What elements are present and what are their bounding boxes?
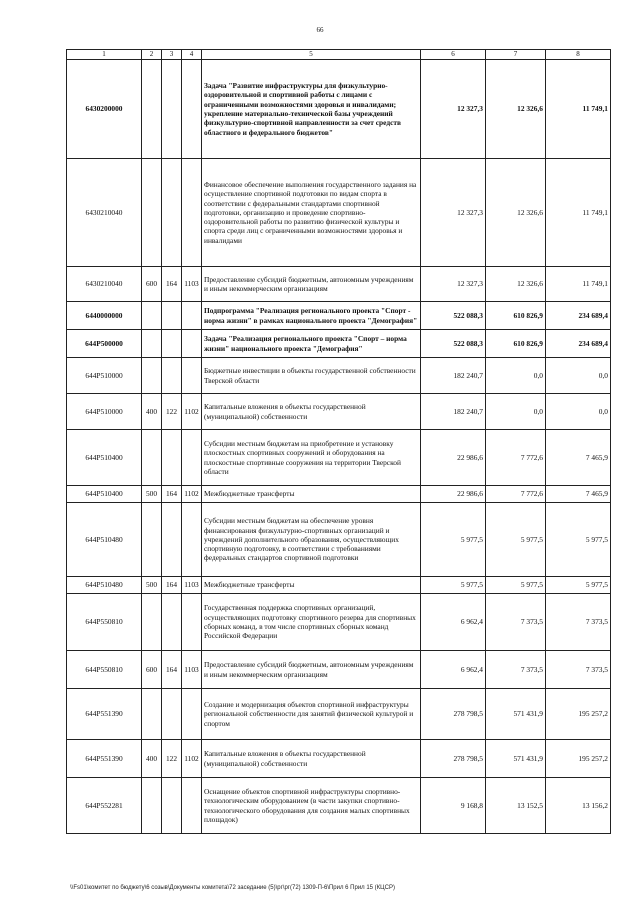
row-col3: 164 — [162, 577, 182, 594]
row-code: 644P510480 — [67, 577, 142, 594]
header-cell: 2 — [142, 50, 162, 60]
header-cell: 7 — [486, 50, 546, 60]
row-value-col8: 13 156,2 — [546, 778, 611, 834]
row-col2: 400 — [142, 740, 162, 778]
header-cell: 8 — [546, 50, 611, 60]
row-col3: 164 — [162, 651, 182, 689]
table-row — [67, 740, 611, 778]
row-col4 — [182, 330, 202, 358]
row-value-col6: 278 798,5 — [421, 740, 486, 778]
row-col2 — [142, 689, 162, 740]
row-value-col8: 195 257,2 — [546, 740, 611, 778]
row-col2 — [142, 302, 162, 330]
row-description: Финансовое обеспечение выполнения государственного задания на осуществление спортивной подготовки по видам спорта в соответствии с федеральными стандартами спортивной подготовки, организацию и проведение спортивно-оздоровительной работы по развитию физической культуры и спорта среди лиц с ограниченными возможностями здоровья и инвалидами — [202, 159, 421, 267]
row-value-col7: 12 326,6 — [486, 267, 546, 302]
row-code: 644P550810 — [67, 651, 142, 689]
table-row — [67, 430, 611, 486]
row-description: Государственная поддержка спортивных организаций, осуществляющих подготовку спортивного резерва для спортивных сборных команд, в том числе спортивных сборных команд Российской Федерации — [202, 594, 421, 651]
table-row — [67, 267, 611, 302]
row-value-col6: 12 327,3 — [421, 60, 486, 159]
row-col2 — [142, 594, 162, 651]
row-code: 6430200000 — [67, 60, 142, 159]
row-col3 — [162, 430, 182, 486]
row-description: Задача "Развитие инфраструктуры для физкультурно-оздоровительной и спортивной работы с лицами с ограниченными возможностями здоровья и инвалидами; укрепление материально-технической базы учреждений физкультурно-спортивной направленности за счет средств областного и федерального бюджетов" — [202, 60, 421, 159]
row-value-col7: 7 373,5 — [486, 651, 546, 689]
row-code: 6440000000 — [67, 302, 142, 330]
row-col2: 500 — [142, 486, 162, 503]
row-col4: 1103 — [182, 651, 202, 689]
page-number: 66 — [316, 26, 324, 34]
header-cell: 4 — [182, 50, 202, 60]
row-value-col6: 522 088,3 — [421, 302, 486, 330]
budget-table — [66, 49, 611, 834]
row-col3 — [162, 358, 182, 394]
row-value-col6: 182 240,7 — [421, 394, 486, 430]
row-col4 — [182, 60, 202, 159]
row-value-col7: 571 431,9 — [486, 689, 546, 740]
row-value-col8: 0,0 — [546, 358, 611, 394]
row-value-col6: 6 962,4 — [421, 651, 486, 689]
row-value-col6: 22 986,6 — [421, 430, 486, 486]
row-value-col8: 195 257,2 — [546, 689, 611, 740]
row-value-col7: 7 772,6 — [486, 430, 546, 486]
row-col3 — [162, 330, 182, 358]
row-col2: 500 — [142, 577, 162, 594]
header-row — [67, 50, 611, 60]
row-value-col7: 610 826,9 — [486, 330, 546, 358]
table-row — [67, 60, 611, 159]
row-code: 644P550810 — [67, 594, 142, 651]
row-code: 6430210040 — [67, 267, 142, 302]
row-description: Оснащение объектов спортивной инфраструктуры спортивно-технологическим оборудованием (в части закупки спортивно-технологического оборудования для создания малых спортивных площадок) — [202, 778, 421, 834]
row-value-col7: 0,0 — [486, 394, 546, 430]
row-value-col6: 12 327,3 — [421, 267, 486, 302]
row-col4 — [182, 302, 202, 330]
row-description: Создание и модернизация объектов спортивной инфраструктуры региональной собственности для занятий физической культурой и спортом — [202, 689, 421, 740]
row-value-col8: 7 465,9 — [546, 430, 611, 486]
row-col4 — [182, 778, 202, 834]
row-value-col8: 11 749,1 — [546, 267, 611, 302]
row-description: Задача "Реализация регионального проекта "Спорт – норма жизни" национального проекта "Демография" — [202, 330, 421, 358]
row-value-col6: 182 240,7 — [421, 358, 486, 394]
row-value-col8: 7 373,5 — [546, 651, 611, 689]
row-col2: 600 — [142, 651, 162, 689]
row-col4 — [182, 594, 202, 651]
row-description: Субсидии местным бюджетам на приобретение и установку плоскостных спортивных сооружений и оборудования на плоскостные спортивные сооружения на территории Тверской области — [202, 430, 421, 486]
row-value-col7: 12 326,6 — [486, 159, 546, 267]
row-value-col8: 7 373,5 — [546, 594, 611, 651]
row-col4: 1103 — [182, 267, 202, 302]
row-description: Подпрограмма "Реализация регионального проекта "Спорт - норма жизни" в рамках национального проекта "Демография" — [202, 302, 421, 330]
row-value-col7: 571 431,9 — [486, 740, 546, 778]
row-description: Предоставление субсидий бюджетным, автономным учреждениям и иным некоммерческим организациям — [202, 267, 421, 302]
row-description: Субсидии местным бюджетам на обеспечение уровня финансирования физкультурно-спортивных организаций и учреждений дополнительного образования, осуществляющих спортивную подготовку, в соответствии с требованиями федеральных стандартов спортивной подготовки — [202, 503, 421, 577]
row-value-col8: 11 749,1 — [546, 159, 611, 267]
row-code: 644P510000 — [67, 394, 142, 430]
row-col3 — [162, 594, 182, 651]
table-row — [67, 330, 611, 358]
header-cell: 1 — [67, 50, 142, 60]
row-value-col8: 7 465,9 — [546, 486, 611, 503]
row-code: 6430210040 — [67, 159, 142, 267]
row-col2 — [142, 430, 162, 486]
row-description: Предоставление субсидий бюджетным, автономным учреждениям и иным некоммерческим организациям — [202, 651, 421, 689]
row-value-col8: 11 749,1 — [546, 60, 611, 159]
header-cell: 5 — [202, 50, 421, 60]
row-value-col6: 5 977,5 — [421, 503, 486, 577]
table-row — [67, 594, 611, 651]
row-value-col8: 234 689,4 — [546, 302, 611, 330]
row-value-col7: 7 772,6 — [486, 486, 546, 503]
table-row — [67, 486, 611, 503]
table-row — [67, 159, 611, 267]
row-code: 644P551390 — [67, 740, 142, 778]
row-code: 644P552281 — [67, 778, 142, 834]
row-value-col7: 13 152,5 — [486, 778, 546, 834]
header-cell: 3 — [162, 50, 182, 60]
row-col4: 1102 — [182, 394, 202, 430]
row-description: Межбюджетные трансферты — [202, 486, 421, 503]
row-col3 — [162, 689, 182, 740]
row-value-col6: 9 168,8 — [421, 778, 486, 834]
file-path-footer: \\Fs01\комитет по бюджету\6 созыв\Документы комитета\72 заседание (5)\рг\рг(72) 1309-П-6\Прил 6 Прил 15 (КЦСР) — [70, 885, 395, 891]
row-col4 — [182, 358, 202, 394]
table-row — [67, 503, 611, 577]
row-value-col6: 12 327,3 — [421, 159, 486, 267]
row-value-col7: 610 826,9 — [486, 302, 546, 330]
row-code: 644P500000 — [67, 330, 142, 358]
row-col3: 164 — [162, 267, 182, 302]
row-value-col7: 5 977,5 — [486, 503, 546, 577]
row-code: 644P510000 — [67, 358, 142, 394]
table-row — [67, 689, 611, 740]
header-cell: 6 — [421, 50, 486, 60]
row-value-col7: 12 326,6 — [486, 60, 546, 159]
table-row — [67, 778, 611, 834]
row-col3 — [162, 503, 182, 577]
row-value-col7: 0,0 — [486, 358, 546, 394]
row-col4 — [182, 430, 202, 486]
row-col4: 1102 — [182, 486, 202, 503]
row-value-col6: 22 986,6 — [421, 486, 486, 503]
row-value-col8: 5 977,5 — [546, 503, 611, 577]
row-col3 — [162, 159, 182, 267]
row-value-col6: 5 977,5 — [421, 577, 486, 594]
row-col3: 164 — [162, 486, 182, 503]
row-code: 644P551390 — [67, 689, 142, 740]
row-description: Бюджетные инвестиции в объекты государственной собственности Тверской области — [202, 358, 421, 394]
row-col4: 1103 — [182, 577, 202, 594]
row-col2 — [142, 503, 162, 577]
row-value-col7: 7 373,5 — [486, 594, 546, 651]
row-col3 — [162, 778, 182, 834]
row-col3: 122 — [162, 394, 182, 430]
row-col4 — [182, 159, 202, 267]
row-col4 — [182, 503, 202, 577]
row-value-col8: 5 977,5 — [546, 577, 611, 594]
row-col2 — [142, 60, 162, 159]
row-col3: 122 — [162, 740, 182, 778]
row-code: 644P510480 — [67, 503, 142, 577]
table-row — [67, 651, 611, 689]
row-code: 644P510400 — [67, 430, 142, 486]
row-col2: 400 — [142, 394, 162, 430]
table-row — [67, 394, 611, 430]
row-col2 — [142, 330, 162, 358]
row-value-col8: 0,0 — [546, 394, 611, 430]
row-description: Капитальные вложения в объекты государственной (муниципальной) собственности — [202, 394, 421, 430]
row-value-col6: 6 962,4 — [421, 594, 486, 651]
row-col2 — [142, 159, 162, 267]
row-value-col6: 522 088,3 — [421, 330, 486, 358]
table-row — [67, 577, 611, 594]
table-row — [67, 302, 611, 330]
row-col2 — [142, 778, 162, 834]
table-row — [67, 358, 611, 394]
row-description: Межбюджетные трансферты — [202, 577, 421, 594]
row-col3 — [162, 302, 182, 330]
row-value-col8: 234 689,4 — [546, 330, 611, 358]
row-code: 644P510400 — [67, 486, 142, 503]
row-value-col7: 5 977,5 — [486, 577, 546, 594]
row-value-col6: 278 798,5 — [421, 689, 486, 740]
row-description: Капитальные вложения в объекты государственной (муниципальной) собственности — [202, 740, 421, 778]
row-col2 — [142, 358, 162, 394]
row-col4 — [182, 689, 202, 740]
row-col4: 1102 — [182, 740, 202, 778]
row-col2: 600 — [142, 267, 162, 302]
row-col3 — [162, 60, 182, 159]
